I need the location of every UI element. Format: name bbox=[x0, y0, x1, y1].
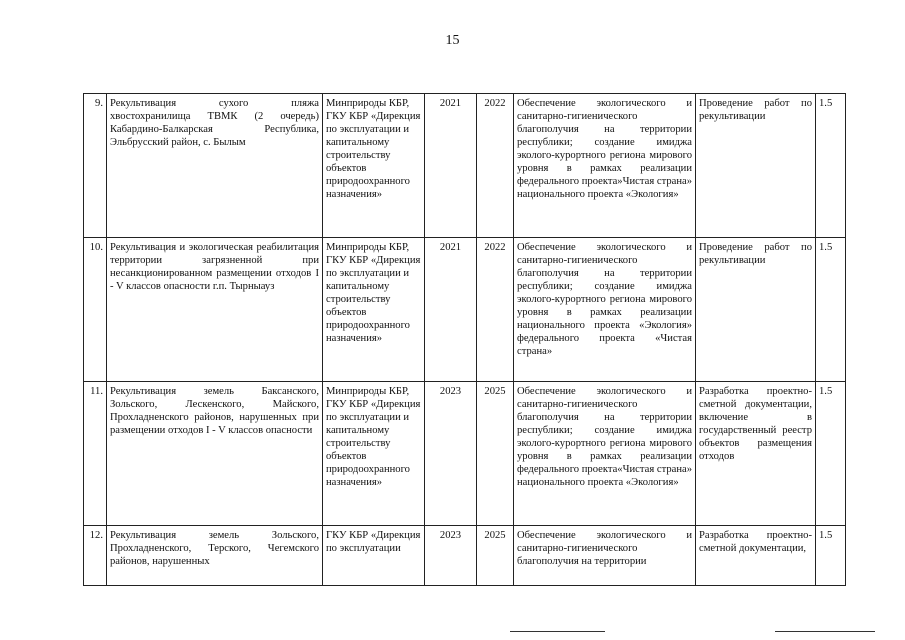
indicator-ref: 1.5 bbox=[816, 238, 846, 382]
page-number: 15 bbox=[445, 33, 460, 48]
scan-artifact-line bbox=[510, 631, 605, 632]
main-activities: Разработка проектно-сметной документации, bbox=[696, 526, 816, 586]
indicator-ref: 1.5 bbox=[816, 526, 846, 586]
expected-result: Обеспечение экологического и санитарно-гигиенического благополучия на территории республики; создание имиджа эколого-курортного региона мирового уровня в рамках реализации федерального проекта»Чистая страна» национального проекта «Экология» bbox=[514, 94, 696, 238]
end-year: 2025 bbox=[477, 382, 514, 526]
executor: Минприроды КБР, ГКУ КБР «Дирекция по эксплуатации и капитальному строительству объектов природоохранного назначения» bbox=[323, 94, 425, 238]
executor: ГКУ КБР «Дирекция по эксплуатации bbox=[323, 526, 425, 586]
main-activities: Разработка проектно-сметной документации, включение в государственный реестр объектов размещения отходов bbox=[696, 382, 816, 526]
activity-name: Рекультивация и экологическая реабилитация территории загрязненной при несанкционированном размещении отходов I - V классов опасности г.п. Тырныауз bbox=[107, 238, 323, 382]
start-year: 2023 bbox=[425, 382, 477, 526]
table-row bbox=[84, 238, 846, 382]
end-year: 2022 bbox=[477, 238, 514, 382]
row-number: 12. bbox=[84, 526, 107, 586]
activity-name: Рекультивация сухого пляжа хвостохранилища ТВМК (2 очередь) Кабардино-Балкарская Республика, Эльбрусский район, с. Былым bbox=[107, 94, 323, 238]
expected-result: Обеспечение экологического и санитарно-гигиенического благополучия на территории республики; создание имиджа эколого-курортного региона мирового уровня в рамках реализации национального проекта «Экология» федерального проекта «Чистая страна» bbox=[514, 238, 696, 382]
indicator-ref: 1.5 bbox=[816, 94, 846, 238]
program-activities-table bbox=[83, 93, 846, 586]
start-year: 2023 bbox=[425, 526, 477, 586]
expected-result: Обеспечение экологического и санитарно-гигиенического благополучия на территории bbox=[514, 526, 696, 586]
expected-result: Обеспечение экологического и санитарно-гигиенического благополучия на территории республики; создание имиджа эколого-курортного региона мирового уровня в рамках реализации федерального проекта«Чистая страна» национального проекта «Экология» bbox=[514, 382, 696, 526]
main-activities: Проведение работ по рекультивации bbox=[696, 94, 816, 238]
row-number: 10. bbox=[84, 238, 107, 382]
scan-artifact-line bbox=[775, 631, 875, 632]
indicator-ref: 1.5 bbox=[816, 382, 846, 526]
start-year: 2021 bbox=[425, 94, 477, 238]
executor: Минприроды КБР, ГКУ КБР «Дирекция по эксплуатации и капитальному строительству объектов природоохранного назначения» bbox=[323, 238, 425, 382]
row-number: 9. bbox=[84, 94, 107, 238]
table-row bbox=[84, 94, 846, 238]
executor: Минприроды КБР, ГКУ КБР «Дирекция по эксплуатации и капитальному строительству объектов природоохранного назначения» bbox=[323, 382, 425, 526]
end-year: 2025 bbox=[477, 526, 514, 586]
activity-name: Рекультивация земель Баксанского, Зольского, Лескенского, Майского, Прохладненского районов, нарушенных при размещении отходов I - V классов опасности bbox=[107, 382, 323, 526]
main-activities: Проведение работ по рекультивации bbox=[696, 238, 816, 382]
start-year: 2021 bbox=[425, 238, 477, 382]
table-row bbox=[84, 526, 846, 586]
end-year: 2022 bbox=[477, 94, 514, 238]
activity-name: Рекультивация земель Зольского, Прохладненского, Терского, Чегемского районов, нарушенных bbox=[107, 526, 323, 586]
row-number: 11. bbox=[84, 382, 107, 526]
table-row bbox=[84, 382, 846, 526]
